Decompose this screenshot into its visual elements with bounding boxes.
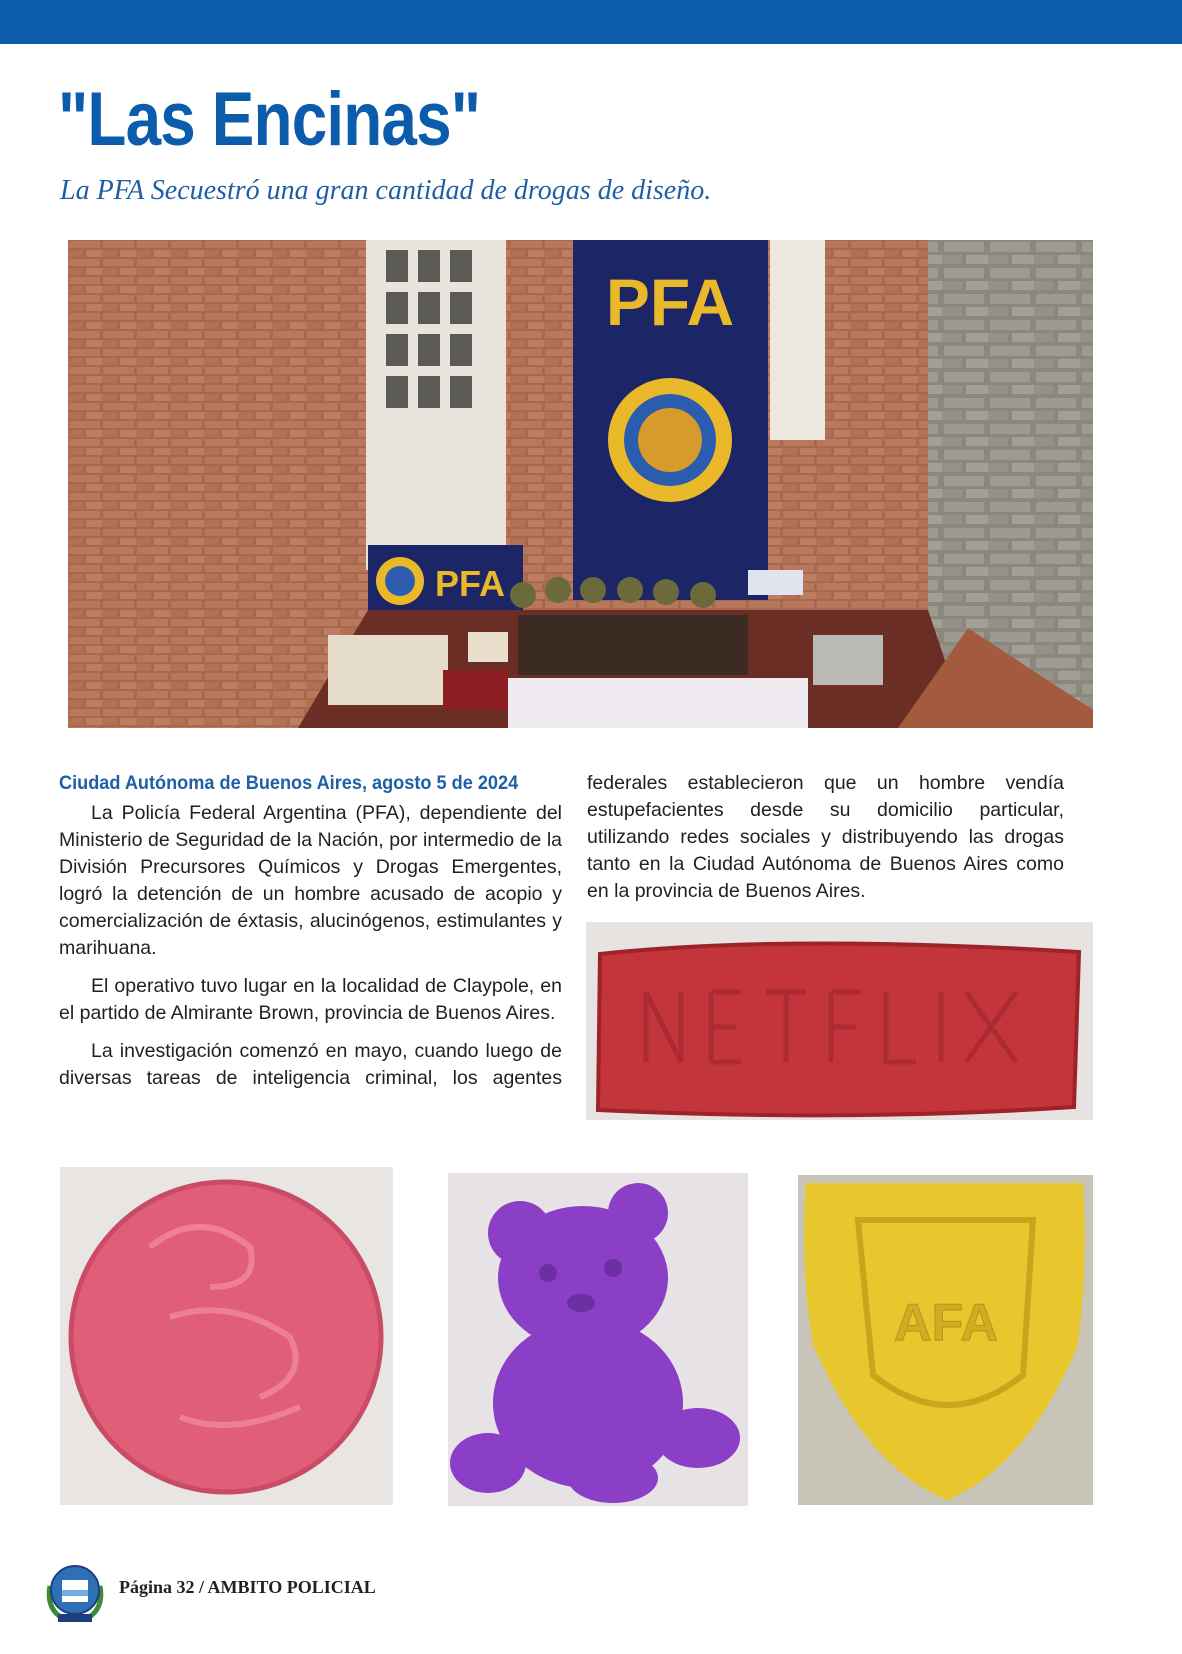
banner-pfa-large: PFA	[605, 265, 735, 339]
svg-text:AFA: AFA	[894, 1294, 998, 1352]
article-paragraph-3: La investigación comenzó en mayo, cuando luego de diversas tareas de inteligencia criminal, los agentes	[59, 1040, 562, 1089]
footer-separator: /	[199, 1577, 205, 1597]
article-right-column	[587, 770, 1064, 916]
article-title: "Las Encinas"	[58, 77, 481, 162]
article-left-column	[59, 770, 562, 1103]
banner-pfa-small: PFA	[434, 563, 506, 604]
footer-page-number: Página 32	[119, 1577, 195, 1597]
footer-page-label	[119, 1577, 376, 1598]
pink-pill-photo	[60, 1167, 393, 1505]
article-subtitle: La PFA Secuestró una gran cantidad de drogas de diseño.	[60, 175, 712, 206]
ambito-policial-emblem-icon	[44, 1560, 106, 1624]
top-color-bar	[0, 0, 1182, 44]
article-paragraph-1: La Policía Federal Argentina (PFA), dependiente del Ministerio de Seguridad de la Nación, por intermedio de la División Precursores Químicos y Drogas Emergentes, logró la detención de un hombre acusado de acopio y comercialización de éxtasis, alucinógenos, estimulantes y marihuana.	[59, 802, 562, 959]
article-paragraph-2: El operativo tuvo lugar en la localidad de Claypole, en el partido de Almirante Brown, provincia de Buenos Aires.	[59, 975, 562, 1024]
yellow-shield-pill-photo	[798, 1175, 1093, 1505]
red-pill-photo	[586, 922, 1093, 1120]
purple-bear-pill-photo	[448, 1173, 748, 1506]
footer-publication-name: AMBITO POLICIAL	[207, 1577, 376, 1597]
page-footer	[44, 1560, 744, 1620]
article-paragraph-continuation: federales establecieron que un hombre vendía estupefacientes desde su domicilio particular, utilizando redes sociales y distribuyendo las drogas tanto en la Ciudad Autónoma de Buenos Aires como en la provincia de Buenos Aires.	[587, 772, 1064, 902]
article-dateline: Ciudad Autónoma de Buenos Aires, agosto 5 de 2024	[59, 772, 519, 794]
main-seizure-photo	[68, 240, 1093, 728]
